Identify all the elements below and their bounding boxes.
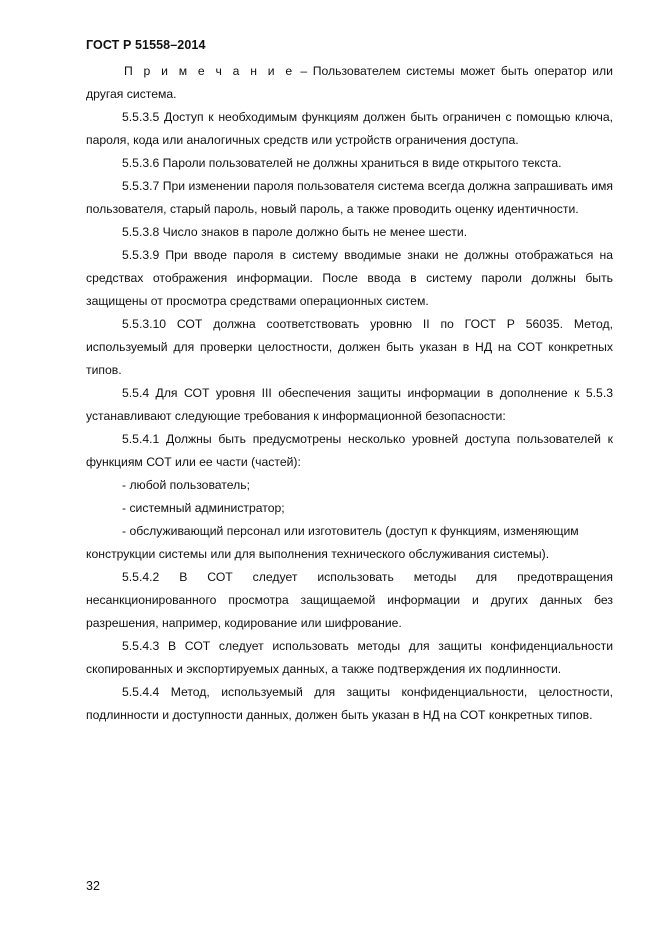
paragraph-5-5-3-7: 5.5.3.7 При изменении пароля пользователя система всегда должна запрашивать имя пользователя, старый пароль, новый пароль, а также проводить оценку идентичности. <box>86 179 613 216</box>
note-paragraph <box>86 60 613 106</box>
paragraph-5-5-4-1: 5.5.4.1 Должны быть предусмотрены несколько уровней доступа пользователей к функциям СОТ или ее части (частей): <box>86 432 613 469</box>
list-item: - любой пользователь; <box>122 478 250 492</box>
document-body <box>86 60 613 727</box>
paragraph-5-5-3-8: 5.5.3.8 Число знаков в пароле должно быть не менее шести. <box>122 225 468 239</box>
note-text: – Пользователем системы может быть оператор или другая система. <box>86 64 613 101</box>
paragraph-5-5-4-4: 5.5.4.4 Метод, используемый для защиты конфиденциальности, целостности, подлинности и доступности данных, должен быть указан в НД на СОТ конкретных типов. <box>86 685 613 722</box>
list-item: - обслуживающий персонал или изготовитель (доступ к функциям, изменяющим конструкции системы или для выполнения технического обслуживания системы). <box>86 524 579 561</box>
paragraph-5-5-3-10: 5.5.3.10 СОТ должна соответствовать уровню II по ГОСТ Р 56035. Метод, используемый для проверки целостности, должен быть указан в НД на СОТ конкретных типов. <box>86 317 613 377</box>
paragraph-5-5-4-2: 5.5.4.2 В СОТ следует использовать методы для предотвращения несанкционированного просмотра защищаемой информации и других данных без разрешения, например, кодирование или шифрование. <box>86 570 613 630</box>
page-number: 32 <box>86 879 100 893</box>
paragraph-5-5-4: 5.5.4 Для СОТ уровня III обеспечения защиты информации в дополнение к 5.5.3 устанавливают следующие требования к информационной безопасности: <box>86 386 613 423</box>
note-label: П р и м е ч а н и е <box>124 64 295 78</box>
paragraph-5-5-3-9: 5.5.3.9 При вводе пароля в систему вводимые знаки не должны отображаться на средствах отображения информации. После ввода в систему пароли должны быть защищены от просмотра средствами операционных систем. <box>86 248 613 308</box>
paragraph-5-5-3-5: 5.5.3.5 Доступ к необходимым функциям должен быть ограничен с помощью ключа, пароля, кода или аналогичных средств или устройств ограничения доступа. <box>86 110 613 147</box>
document-header-title: ГОСТ Р 51558–2014 <box>86 38 206 52</box>
list-item: - системный администратор; <box>122 501 285 515</box>
paragraph-5-5-3-6: 5.5.3.6 Пароли пользователей не должны храниться в виде открытого текста. <box>122 156 562 170</box>
paragraph-5-5-4-3: 5.5.4.3 В СОТ следует использовать методы для защиты конфиденциальности скопированных и экспортируемых данных, а также подтверждения их подлинности. <box>86 639 613 676</box>
